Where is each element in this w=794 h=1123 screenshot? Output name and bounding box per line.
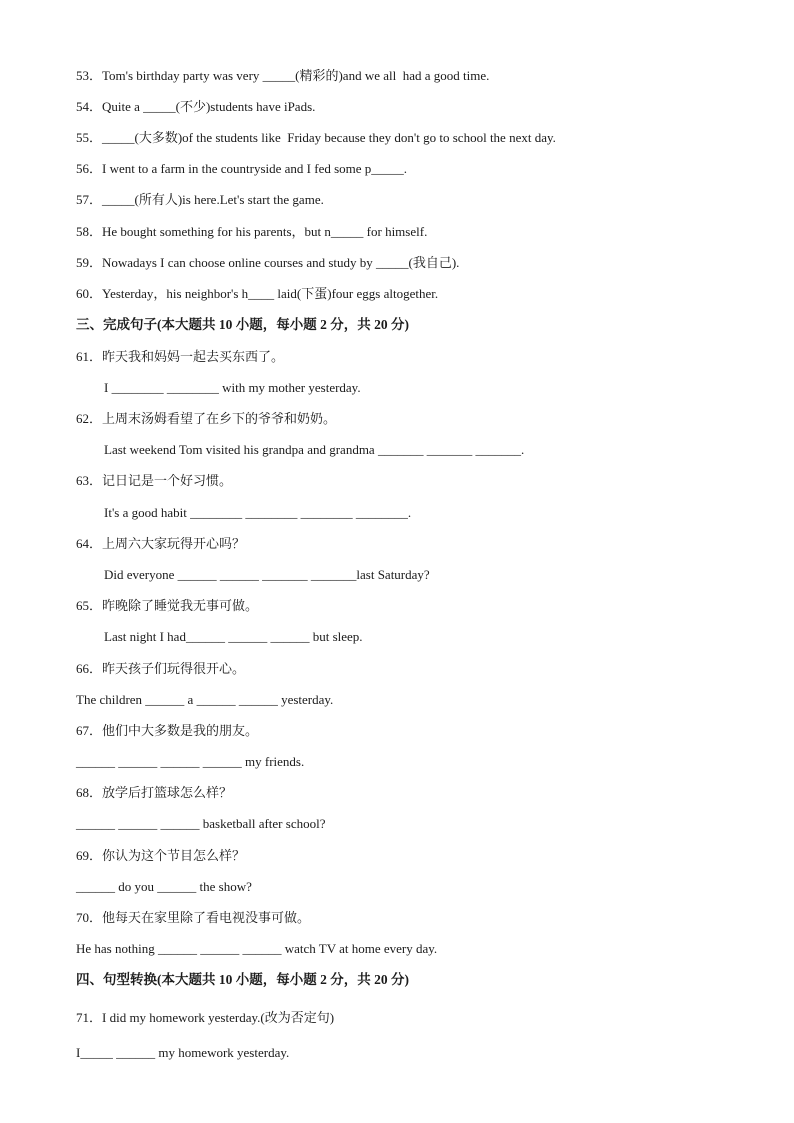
question-line: 59．Nowadays I can choose online courses and study by _____(我自己). bbox=[76, 255, 460, 270]
question-line: 55．_____(大多数)of the students like Friday because they don't go to school the next day. bbox=[76, 130, 556, 145]
question-line: 64．上周六大家玩得开心吗？ bbox=[76, 536, 246, 551]
question-line: 65．昨晚除了睡觉我无事可做。 bbox=[76, 598, 259, 613]
question-line: 70．他每天在家里除了看电视没事可做。 bbox=[76, 910, 311, 925]
question-line: ______ do you ______ the show? bbox=[76, 879, 252, 894]
question-line: ______ ______ ______ ______ my friends. bbox=[76, 754, 305, 769]
answer-line: Last weekend Tom visited his grandpa and grandma _______ _______ _______. bbox=[104, 442, 525, 457]
answer-line: It's a good habit ________ ________ ________ ________. bbox=[104, 505, 412, 520]
question-line: 56．I went to a farm in the countryside and I fed some p_____. bbox=[76, 161, 408, 176]
question-line: 62．上周末汤姆看望了在乡下的爷爷和奶奶。 bbox=[76, 411, 337, 426]
question-line: 60．Yesterday，his neighbor's h____ laid(下蛋)four eggs altogether. bbox=[76, 286, 439, 301]
question-line: 66．昨天孩子们玩得很开心。 bbox=[76, 661, 246, 676]
question-line: 67．他们中大多数是我的朋友。 bbox=[76, 723, 259, 738]
answer-line: Last night I had______ ______ ______ but sleep. bbox=[104, 629, 363, 644]
question-line: 71．I did my homework yesterday.(改为否定句) bbox=[76, 1010, 335, 1025]
question-line: 61．昨天我和妈妈一起去买东西了。 bbox=[76, 349, 285, 364]
question-line: 57．_____(所有人)is here.Let's start the game. bbox=[76, 192, 324, 207]
question-line: 68．放学后打篮球怎么样？ bbox=[76, 785, 233, 800]
question-line: ______ ______ ______ basketball after school? bbox=[76, 816, 326, 831]
section-heading: 三、完成句子(本大题共 10 小题，每小题 2 分，共 20 分) bbox=[76, 317, 409, 332]
section-heading: 四、句型转换(本大题共 10 小题，每小题 2 分，共 20 分) bbox=[76, 972, 409, 987]
question-line: 63．记日记是一个好习惯。 bbox=[76, 473, 233, 488]
question-line: I_____ ______ my homework yesterday. bbox=[76, 1045, 290, 1060]
question-line: 54．Quite a _____(不少)students have iPads. bbox=[76, 99, 316, 114]
answer-line: Did everyone ______ ______ _______ _______last Saturday? bbox=[104, 567, 430, 582]
question-line: He has nothing ______ ______ ______ watch TV at home every day. bbox=[76, 941, 438, 956]
answer-line: I ________ ________ with my mother yesterday. bbox=[104, 380, 361, 395]
question-line: 69．你认为这个节目怎么样？ bbox=[76, 848, 246, 863]
question-line: 53．Tom's birthday party was very _____(精彩的)and we all had a good time. bbox=[76, 68, 490, 83]
question-line: The children ______ a ______ ______ yesterday. bbox=[76, 692, 334, 707]
question-line: 58．He bought something for his parents，but n_____ for himself. bbox=[76, 224, 428, 239]
